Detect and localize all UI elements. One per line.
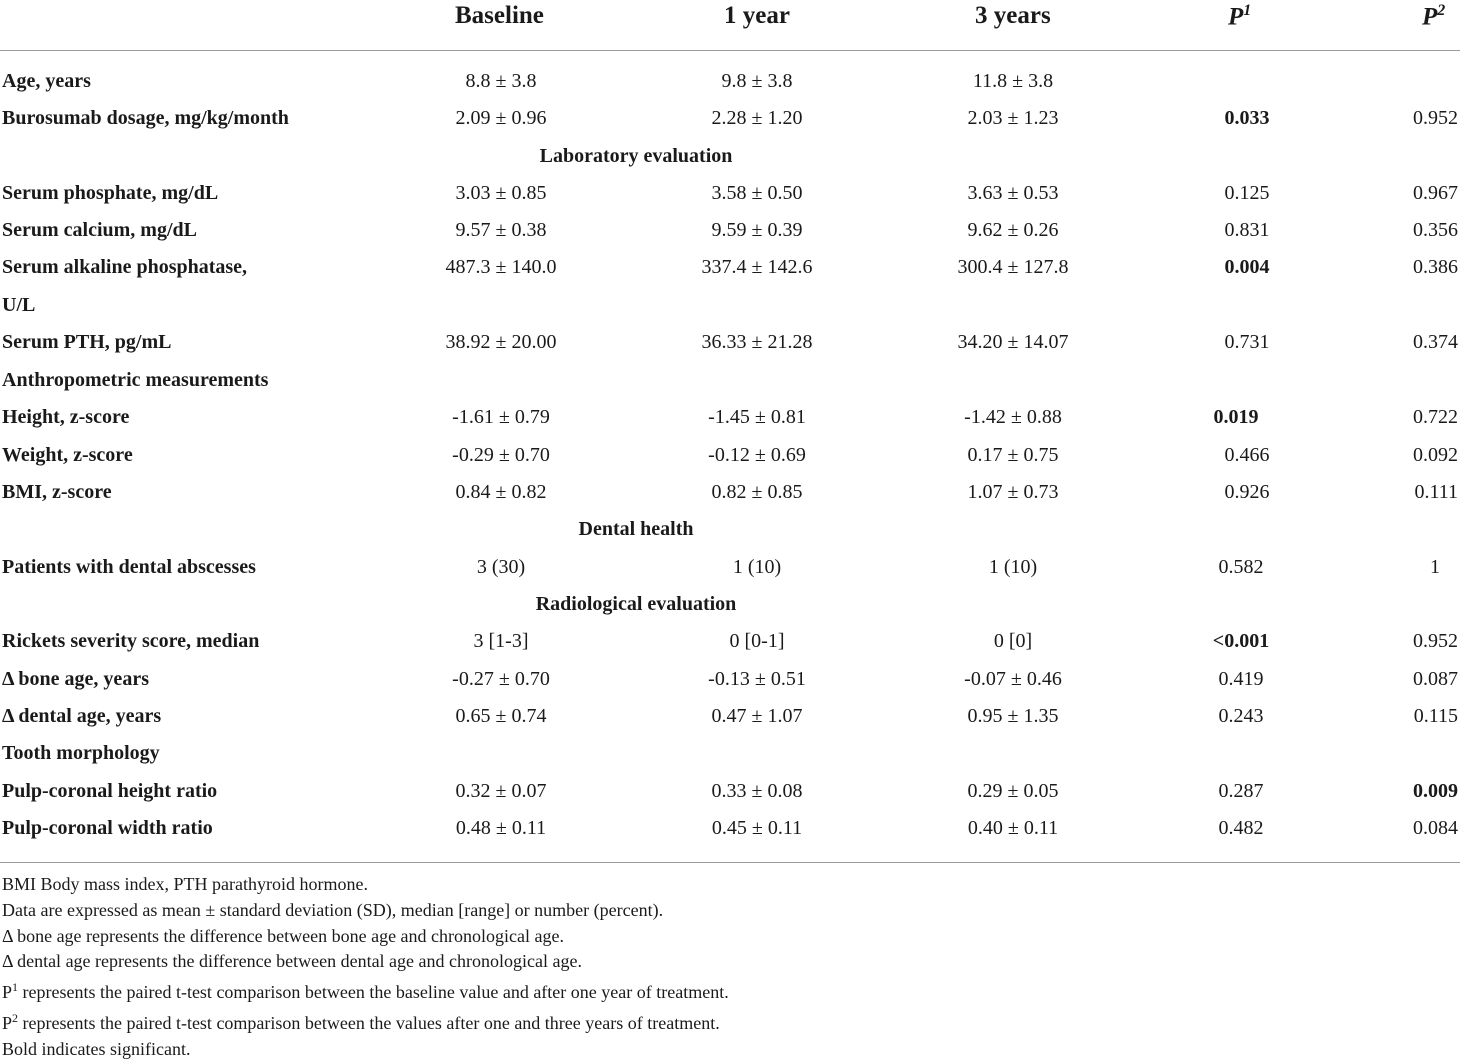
cell-p2: 0.952 <box>1413 630 1458 652</box>
footnote-p1: $P^1$ represents the paired t-test comparison between the baseline value and after one year of treatment. <box>2 980 729 1003</box>
row-label: Δ dental age, years <box>2 705 162 727</box>
footnote-bone-age: Δ bone age represents the difference between bone age and chronological age. <box>2 925 564 946</box>
section-row <box>0 593 1460 630</box>
cell-3-years: 0.29 ± 0.05 <box>967 780 1059 802</box>
table-row <box>0 668 1460 705</box>
cell-baseline: 9.57 ± 0.38 <box>455 219 547 241</box>
row-label: Height, z-score <box>2 406 130 428</box>
cell-baseline: 8.8 ± 3.8 <box>465 70 537 92</box>
cell-p2: 0.374 <box>1413 331 1458 353</box>
cell-3-years: 2.03 ± 1.23 <box>967 107 1059 129</box>
table-row <box>0 256 1460 330</box>
cell-3-years: 11.8 ± 3.8 <box>972 70 1054 92</box>
cell-1-year: 9.8 ± 3.8 <box>721 70 793 92</box>
row-label: Patients with dental abscesses <box>2 556 256 578</box>
row-label: Burosumab dosage, mg/kg/month <box>2 107 289 129</box>
cell-1-year: -1.45 ± 0.81 <box>708 406 806 428</box>
section-row <box>0 369 1460 406</box>
cell-1-year: 0.82 ± 0.85 <box>711 481 803 503</box>
table-row <box>0 219 1460 256</box>
cell-1-year: 9.59 ± 0.39 <box>711 219 803 241</box>
section-title: Radiological evaluation <box>535 593 737 615</box>
footnote-dental-age: Δ dental age represents the difference between dental age and chronological age. <box>2 951 582 972</box>
cell-p1: 0.831 <box>1224 219 1270 241</box>
cell-3-years: -1.42 ± 0.88 <box>964 406 1062 428</box>
table-footnotes <box>2 872 729 1063</box>
cell-p2: 0.386 <box>1413 256 1458 278</box>
cell-p2: 0.084 <box>1413 817 1458 839</box>
table-row <box>0 556 1460 593</box>
cell-p1: 0.731 <box>1224 331 1270 353</box>
footnote-abbreviations: BMI Body mass index, PTH parathyroid hormone. <box>2 874 368 894</box>
table-row <box>0 705 1460 742</box>
cell-p1: 0.582 <box>1218 556 1264 578</box>
header-p1: $P^1$ <box>1228 2 1252 31</box>
cell-p1: 0.243 <box>1218 705 1264 727</box>
table-row <box>0 630 1460 667</box>
row-label: Δ bone age, years <box>2 668 149 690</box>
cell-1-year: 0 [0-1] <box>729 630 785 652</box>
table-header <box>0 0 1460 51</box>
section-row <box>0 742 1460 779</box>
row-label: Serum PTH, pg/mL <box>2 331 172 353</box>
cell-baseline: 0.84 ± 0.82 <box>455 481 547 503</box>
cell-p1: 0.125 <box>1224 182 1270 204</box>
table-row <box>0 444 1460 481</box>
footnote-data-expression: Data are expressed as mean ± standard deviation (SD), median [range] or number (percent). <box>2 899 664 920</box>
table-row <box>0 331 1460 368</box>
cell-1-year: -0.13 ± 0.51 <box>708 668 806 690</box>
cell-3-years: 0 [0] <box>993 630 1033 652</box>
cell-3-years: 34.20 ± 14.07 <box>957 331 1069 353</box>
cell-p2: 1 <box>1430 556 1440 578</box>
cell-p2: 0.111 <box>1414 481 1458 503</box>
cell-1-year: 3.58 ± 0.50 <box>711 182 803 204</box>
header-3-years: 3 years <box>975 2 1051 29</box>
cell-p2: 0.009 <box>1413 780 1458 802</box>
footnote-p2: $P^2$ represents the paired t-test comparison between the values after one and three years of treatment. <box>2 1010 720 1033</box>
cell-p2: 0.722 <box>1413 406 1458 428</box>
cell-1-year: 36.33 ± 21.28 <box>701 331 813 353</box>
cell-3-years: 0.17 ± 0.75 <box>967 444 1059 466</box>
section-row <box>0 518 1460 555</box>
cell-3-years: 0.40 ± 0.11 <box>967 817 1059 839</box>
cell-p2: 0.115 <box>1413 705 1458 727</box>
cell-1-year: 1 (10) <box>732 556 782 578</box>
cell-p1: 0.926 <box>1224 481 1270 503</box>
cell-p1: 0.466 <box>1224 444 1270 466</box>
cell-p1: 0.004 <box>1224 256 1270 278</box>
section-title: Anthropometric measurements <box>2 369 269 391</box>
row-label: Weight, z-score <box>2 444 133 466</box>
row-label: Age, years <box>2 70 91 92</box>
row-label: BMI, z-score <box>2 481 112 503</box>
cell-baseline: 3.03 ± 0.85 <box>455 182 547 204</box>
cell-1-year: -0.12 ± 0.69 <box>708 444 806 466</box>
row-label: Serum alkaline phosphatase, <box>2 256 248 278</box>
cell-1-year: 0.33 ± 0.08 <box>711 780 803 802</box>
header-1-year: 1 year <box>724 2 790 29</box>
row-label-line2: U/L <box>2 294 36 316</box>
header-baseline: Baseline <box>455 2 544 29</box>
header-p2: $P^2$ <box>1422 2 1446 31</box>
cell-p1: 0.033 <box>1224 107 1270 129</box>
cell-1-year: 0.45 ± 0.11 <box>711 817 803 839</box>
cell-baseline: -0.29 ± 0.70 <box>452 444 550 466</box>
cell-3-years: 1 (10) <box>988 556 1038 578</box>
section-row <box>0 145 1460 182</box>
section-title: Dental health <box>578 518 694 540</box>
cell-baseline: 0.65 ± 0.74 <box>455 705 547 727</box>
cell-p2: 0.092 <box>1413 444 1458 466</box>
row-label: Serum calcium, mg/dL <box>2 219 197 241</box>
cell-p2: 0.087 <box>1413 668 1458 690</box>
table-row <box>0 481 1460 518</box>
cell-baseline: -0.27 ± 0.70 <box>452 668 550 690</box>
section-title: Tooth morphology <box>2 742 160 764</box>
row-label: Pulp-coronal height ratio <box>2 780 218 802</box>
cell-3-years: -0.07 ± 0.46 <box>964 668 1062 690</box>
section-title: Laboratory evaluation <box>539 145 733 167</box>
cell-p2: 0.356 <box>1413 219 1458 241</box>
cell-baseline: 3 (30) <box>476 556 526 578</box>
cell-p1: 0.019 <box>1213 406 1259 428</box>
table-row <box>0 780 1460 817</box>
cell-baseline: 38.92 ± 20.00 <box>445 331 557 353</box>
cell-baseline: 0.48 ± 0.11 <box>455 817 547 839</box>
table-row <box>0 107 1460 144</box>
cell-p1: 0.482 <box>1218 817 1264 839</box>
cell-p1: 0.287 <box>1218 780 1264 802</box>
row-label: Serum phosphate, mg/dL <box>2 182 219 204</box>
cell-p1: <0.001 <box>1212 630 1270 652</box>
row-label: Rickets severity score, median <box>2 630 260 652</box>
table-bottom-rule <box>0 862 1460 863</box>
cell-3-years: 1.07 ± 0.73 <box>967 481 1059 503</box>
cell-1-year: 337.4 ± 142.6 <box>701 256 813 278</box>
table-row <box>0 817 1460 854</box>
cell-3-years: 300.4 ± 127.8 <box>957 256 1069 278</box>
cell-baseline: -1.61 ± 0.79 <box>452 406 550 428</box>
table-row <box>0 406 1460 443</box>
cell-1-year: 2.28 ± 1.20 <box>711 107 803 129</box>
cell-p2: 0.967 <box>1413 182 1458 204</box>
cell-baseline: 2.09 ± 0.96 <box>455 107 547 129</box>
table-row <box>0 70 1460 107</box>
cell-1-year: 0.47 ± 1.07 <box>711 705 803 727</box>
cell-baseline: 3 [1-3] <box>473 630 529 652</box>
cell-3-years: 0.95 ± 1.35 <box>967 705 1059 727</box>
row-label: Pulp-coronal width ratio <box>2 817 213 839</box>
cell-baseline: 0.32 ± 0.07 <box>455 780 547 802</box>
table-row <box>0 182 1460 219</box>
cell-baseline: 487.3 ± 140.0 <box>445 256 557 278</box>
cell-3-years: 3.63 ± 0.53 <box>967 182 1059 204</box>
cell-p2: 0.952 <box>1413 107 1458 129</box>
cell-3-years: 9.62 ± 0.26 <box>967 219 1059 241</box>
cell-p1: 0.419 <box>1218 668 1264 690</box>
footnote-bold: Bold indicates significant. <box>2 1038 191 1059</box>
